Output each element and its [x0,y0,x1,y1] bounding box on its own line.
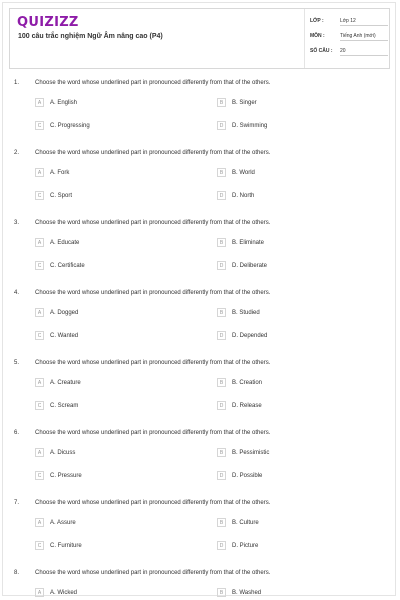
option-label: B. Washed [232,590,262,596]
option-label: C. Wanted [50,333,79,339]
question-text: Choose the word whose underlined part in pronounced differently from that of the others. [35,500,271,506]
question-text: Choose the word whose underlined part in pronounced differently from that of the others. [35,290,271,296]
option-label: B. Culture [232,520,259,526]
question-text: Choose the word whose underlined part in pronounced differently from that of the others. [35,360,271,366]
question-text: Choose the word whose underlined part in pronounced differently from that of the others. [35,570,271,576]
option-letter-box: B [217,168,226,177]
option-label: A. Fork [50,170,70,176]
option-letter-box: A [35,98,44,107]
question-number: 8. [14,570,20,576]
option-label: B. World [232,170,255,176]
option-label: D. Possible [232,473,263,479]
question-number: 6. [14,430,20,436]
question-number: 4. [14,290,20,296]
option-label: A. Dicuss [50,450,76,456]
option-letter-box: D [217,471,226,480]
meta-value: Lớp 12 [340,18,388,26]
option-letter-box: C [35,331,44,340]
option-label: A. Wicked [50,590,78,596]
option-letter-box: C [35,471,44,480]
option-letter-box: C [35,541,44,550]
option-label: A. Creature [50,380,81,386]
question-number: 3. [14,220,20,226]
question-text: Choose the word whose underlined part in pronounced differently from that of the others. [35,220,271,226]
option-label: C. Scream [50,403,79,409]
question-number: 1. [14,80,20,86]
meta-label: LỚP : [310,18,324,24]
question-text: Choose the word whose underlined part in pronounced differently from that of the others. [35,80,271,86]
question-number: 7. [14,500,20,506]
option-letter-box: A [35,238,44,247]
option-label: B. Studied [232,310,260,316]
option-label: A. Educate [50,240,80,246]
option-label: C. Sport [50,193,73,199]
option-letter-box: D [217,541,226,550]
option-label: B. Singer [232,100,257,106]
option-letter-box: D [217,191,226,200]
worksheet-title: 100 câu trắc nghiệm Ngữ Âm nâng cao (P4) [18,33,163,40]
option-label: D. Deliberate [232,263,268,269]
option-label: C. Furniture [50,543,82,549]
option-label: D. North [232,193,255,199]
option-letter-box: B [217,378,226,387]
option-letter-box: B [217,588,226,597]
option-letter-box: B [217,98,226,107]
option-label: B. Pessimistic [232,450,270,456]
option-label: D. Depended [232,333,268,339]
page-border [2,2,396,596]
question-text: Choose the word whose underlined part in pronounced differently from that of the others. [35,150,271,156]
option-letter-box: D [217,121,226,130]
worksheet-header [9,8,390,69]
option-label: A. English [50,100,78,106]
question-text: Choose the word whose underlined part in pronounced differently from that of the others. [35,430,271,436]
option-letter-box: B [217,518,226,527]
option-label: B. Creation [232,380,263,386]
option-letter-box: C [35,261,44,270]
option-letter-box: D [217,261,226,270]
option-label: D. Swimming [232,123,268,129]
option-letter-box: A [35,378,44,387]
option-letter-box: A [35,168,44,177]
option-label: D. Release [232,403,262,409]
option-label: A. Assure [50,520,76,526]
option-letter-box: C [35,191,44,200]
option-label: B. Eliminate [232,240,265,246]
option-label: D. Picture [232,543,259,549]
option-letter-box: D [217,401,226,410]
header-divider [304,9,305,68]
question-number: 2. [14,150,20,156]
option-label: A. Dogged [50,310,79,316]
option-label: C. Certificate [50,263,85,269]
question-number: 5. [14,360,20,366]
option-letter-box: A [35,308,44,317]
meta-label: MÔN : [310,33,325,39]
quizizz-logo: QUIZIZZ [17,15,79,30]
option-label: C. Pressure [50,473,82,479]
option-letter-box: B [217,448,226,457]
option-letter-box: D [217,331,226,340]
option-letter-box: C [35,401,44,410]
option-letter-box: A [35,518,44,527]
meta-value: Tiếng Anh (mới) [340,33,388,41]
option-letter-box: C [35,121,44,130]
option-label: C. Progressing [50,123,90,129]
option-letter-box: A [35,588,44,597]
meta-value: 20 [340,48,388,56]
option-letter-box: A [35,448,44,457]
meta-label: SỐ CÂU : [310,48,333,54]
option-letter-box: B [217,238,226,247]
option-letter-box: B [217,308,226,317]
